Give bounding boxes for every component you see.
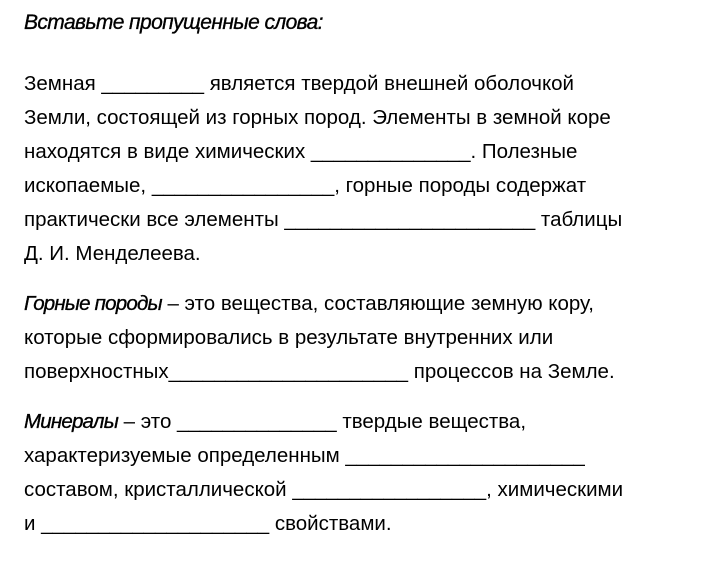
worksheet-page <box>24 6 704 541</box>
paragraph-rocks-definition <box>24 287 704 389</box>
paragraph-earth-crust <box>24 67 704 271</box>
paragraph1-line: практически все элементы ______________________ таблицы <box>24 208 623 231</box>
paragraph3-line1-text: – это ______________ твердые вещества, <box>117 410 527 433</box>
paragraph3-line: составом, кристаллической _________________, химическими <box>24 478 624 501</box>
paragraph2-line: поверхностных_____________________ процессов на Земле. <box>24 360 615 383</box>
worksheet-heading: Вставьте пропущенные слова: <box>24 11 323 34</box>
paragraph2-line <box>24 287 704 321</box>
paragraph3-line: и ____________________ свойствами. <box>24 512 392 535</box>
paragraph3-line <box>24 405 704 439</box>
paragraph1-line: Земли, состоящей из горных пород. Элементы в земной коре <box>24 106 611 129</box>
paragraph1-line: находятся в виде химических ______________. Полезные <box>24 140 578 163</box>
paragraph-minerals-definition <box>24 405 704 541</box>
paragraph2-line: которые сформировались в результате внутренних или <box>24 326 554 349</box>
paragraph3-line: характеризуемые определенным _____________________ <box>24 444 585 467</box>
term-rocks: Горные породы <box>24 292 162 315</box>
paragraph1-line: Земная _________ является твердой внешней оболочкой <box>24 72 574 95</box>
term-minerals: Минералы <box>24 410 118 433</box>
paragraph2-line1-text: – это вещества, составляющие земную кору, <box>161 292 594 315</box>
paragraph1-line: Д. И. Менделеева. <box>24 242 201 265</box>
paragraph1-line: ископаемые, ________________, горные породы содержат <box>24 174 587 197</box>
